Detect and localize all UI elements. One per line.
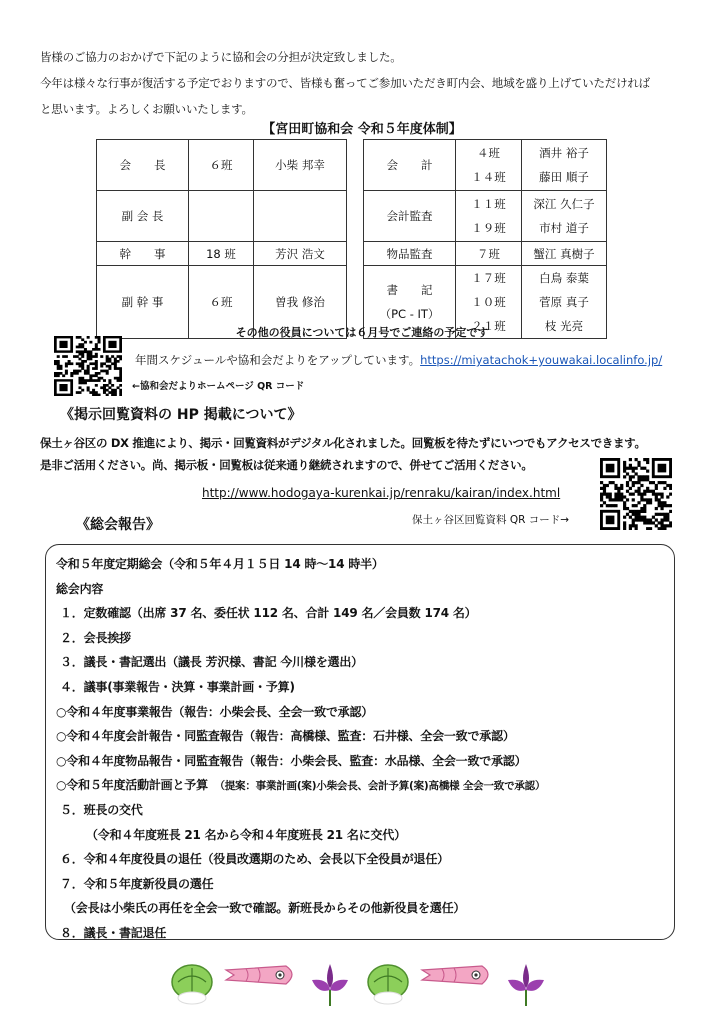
report-line: ２．会長挨拶 bbox=[60, 630, 131, 645]
role-sub: （PC - IT） bbox=[379, 307, 440, 321]
decoration-icons bbox=[170, 952, 560, 1012]
intro-line: 今年は様々な行事が復活する予定でおりますので、皆様も奮ってご参加いただき町内会、地域を盛り上げていただければ bbox=[40, 76, 650, 90]
table-row bbox=[97, 242, 347, 266]
table-row bbox=[364, 140, 607, 191]
group-value: １４班 bbox=[471, 170, 506, 184]
org-title: 【宮田町協和会 令和５年度体制】 bbox=[262, 122, 462, 137]
group-value: １０班 bbox=[471, 295, 506, 309]
table-row bbox=[364, 242, 607, 266]
intro-line: 皆様のご協力のおかげで下記のように協和会の分担が決定致しました。 bbox=[40, 50, 402, 64]
group-value: １９班 bbox=[471, 221, 506, 235]
table-row bbox=[97, 140, 347, 191]
group-cell: ７班 bbox=[456, 242, 522, 266]
group-value: ４班 bbox=[477, 146, 500, 160]
name-cell: 曽我 修治 bbox=[254, 266, 347, 339]
report-line: ○令和４年度会計報告・同監査報告（報告：高橋様、監査：石井様、全会一致で承認） bbox=[56, 729, 515, 744]
name-cell bbox=[522, 191, 607, 242]
name-cell bbox=[254, 191, 347, 242]
intro-line: と思います。よろしくお願いいたします。 bbox=[40, 102, 253, 116]
table-row bbox=[364, 191, 607, 242]
report-line: ○令和４年度事業報告（報告：小柴会長、全会一致で承認） bbox=[56, 704, 374, 719]
group-cell: 18 班 bbox=[189, 242, 254, 266]
kairan-line: 保土ヶ谷区の DX 推進により、掲示・回覧資料がデジタル化されました。回覧板を待たずにいつでもアクセスできます。 bbox=[40, 436, 646, 450]
kashiwa-mochi-icon bbox=[172, 965, 212, 1004]
group-value: ２１班 bbox=[471, 319, 506, 333]
homepage-qr-code[interactable] bbox=[54, 336, 122, 396]
kairan-qr-caption: 保土ヶ谷区回覧資料 QR コード→ bbox=[412, 514, 570, 526]
report-line: 令和５年度定期総会（令和５年４月１５日 14 時～14 時半） bbox=[56, 557, 384, 571]
kairan-text bbox=[40, 432, 690, 476]
kairan-line: 是非ご活用ください。尚、掲示板・回覧板は従来通り継続されますので、併せてご活用ください。 bbox=[40, 458, 533, 472]
report-line: 総会内容 bbox=[56, 581, 104, 596]
name-value: 菅原 真子 bbox=[539, 295, 589, 309]
group-value: １７班 bbox=[471, 271, 506, 285]
name-value: 市村 道子 bbox=[539, 221, 589, 235]
name-value: 藤田 順子 bbox=[539, 170, 589, 184]
name-value: 深江 久仁子 bbox=[533, 197, 595, 211]
group-cell: ６班 bbox=[189, 266, 254, 339]
report-lines bbox=[56, 552, 545, 946]
report-line: ８．議長・書記退任 bbox=[60, 925, 167, 940]
role-cell: 会 長 bbox=[97, 140, 189, 191]
decoration-strip bbox=[170, 952, 560, 1016]
report-line: （会長は小柴氏の再任を全会一致で確認。新班長からその他新役員を選任） bbox=[64, 901, 466, 916]
role-cell: 物品監査 bbox=[364, 242, 456, 266]
report-line: ３．議長・書記選出（議長 芳沢様、書記 今川様を選出） bbox=[60, 655, 363, 670]
name-value: 白鳥 泰葉 bbox=[539, 271, 589, 285]
group-cell: ６班 bbox=[189, 140, 254, 191]
report-line-sub: （提案：事業計画(案)小柴会長、会計予算(案)高橋様 全会一致で承認） bbox=[219, 780, 546, 793]
role-cell: 副 会 長 bbox=[97, 191, 189, 242]
kairan-heading: 《掲示回覧資料の HP 掲載について》 bbox=[60, 407, 302, 423]
report-line: ６．令和４年度役員の退任（役員改選期のため、会長以下全役員が退任） bbox=[60, 852, 449, 867]
iris-icon bbox=[312, 964, 348, 1006]
report-line: （令和４年度班長 21 名から令和４年度班長 21 名に交代） bbox=[86, 827, 406, 842]
kairan-qr-code[interactable] bbox=[600, 458, 672, 530]
homepage-qr-caption: ←協和会だよりホームページ QR コード bbox=[132, 381, 305, 392]
officers-table-left bbox=[96, 139, 347, 339]
name-cell: 小柴 邦幸 bbox=[254, 140, 347, 191]
report-heading: 《総会報告》 bbox=[76, 517, 160, 533]
report-line: ７．令和５年度新役員の選任 bbox=[60, 876, 214, 891]
table-row bbox=[97, 191, 347, 242]
name-cell: 蟹江 真樹子 bbox=[522, 242, 607, 266]
intro-text bbox=[40, 44, 700, 122]
report-line bbox=[56, 773, 545, 798]
name-value: 酒井 裕子 bbox=[539, 146, 589, 160]
name-cell bbox=[522, 140, 607, 191]
koinobori-icon bbox=[226, 966, 292, 984]
homepage-description bbox=[135, 352, 662, 368]
role-cell: 幹 事 bbox=[97, 242, 189, 266]
role-cell: 会 計 bbox=[364, 140, 456, 191]
report-line: １．定数確認（出席 37 名、委任状 112 名、合計 149 名／会員数 174 名） bbox=[60, 606, 477, 621]
qr-code-icon bbox=[600, 458, 672, 530]
group-cell bbox=[456, 191, 522, 242]
report-line: ○令和４年度物品報告・同監査報告（報告：小柴会長、監査：水品様、全会一致で承認） bbox=[56, 753, 527, 768]
report-line-main: ○令和５年度活動計画と予算 bbox=[56, 778, 208, 793]
kairan-link[interactable]: http://www.hodogaya-kurenkai.jp/renraku/kairan/index.html bbox=[202, 486, 561, 500]
koinobori-icon bbox=[422, 966, 488, 984]
homepage-desc-text: 年間スケジュールや協和会だよりをアップしています。 bbox=[135, 353, 421, 367]
group-value: １１班 bbox=[471, 197, 506, 211]
role-cell: 副 幹 事 bbox=[97, 266, 189, 339]
iris-icon bbox=[508, 964, 544, 1006]
officers-table-right bbox=[363, 139, 607, 339]
name-value: 枝 光亮 bbox=[544, 319, 584, 333]
qr-code-icon bbox=[54, 336, 122, 396]
group-cell bbox=[456, 140, 522, 191]
report-line: ４．議事(事業報告・決算・事業計画・予算) bbox=[60, 679, 295, 694]
group-cell bbox=[189, 191, 254, 242]
name-cell: 芳沢 浩文 bbox=[254, 242, 347, 266]
role-cell: 会計監査 bbox=[364, 191, 456, 242]
role-value: 書 記 bbox=[386, 283, 433, 297]
homepage-link[interactable]: https://miyatachok+youwakai.localinfo.jp/ bbox=[420, 353, 663, 367]
report-line: ５．班長の交代 bbox=[60, 802, 143, 817]
officers-note: その他の役員については６月号でご連絡の予定です bbox=[235, 326, 489, 339]
kashiwa-mochi-icon bbox=[368, 965, 408, 1004]
